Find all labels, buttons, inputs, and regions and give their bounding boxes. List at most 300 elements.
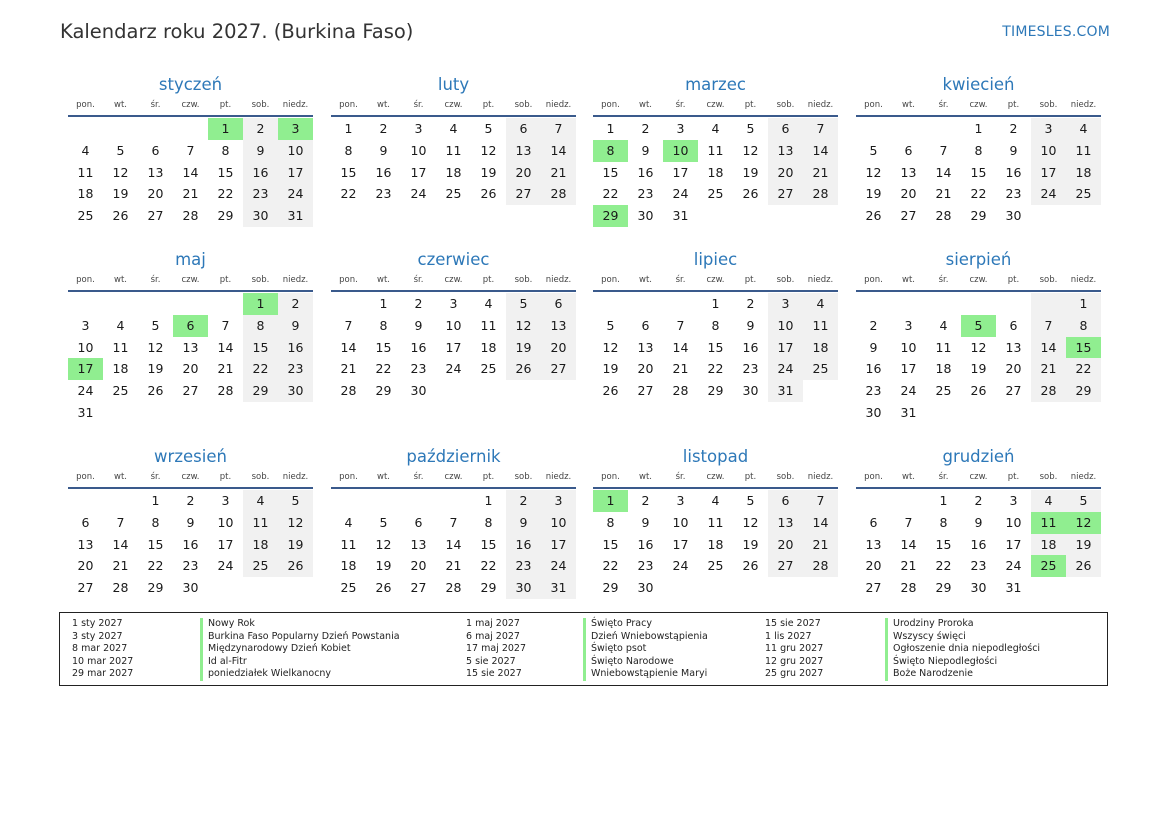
day-cell: 7 — [803, 118, 838, 140]
day-cell: 6 — [151, 142, 160, 158]
weekday-header — [331, 272, 576, 290]
day-cell: 5 — [484, 121, 493, 136]
holiday-date: 15 sie 2027 — [765, 618, 821, 629]
day-cell: 5 — [746, 121, 755, 136]
day-cell: 13 — [410, 536, 427, 552]
day-cell: 3 — [904, 317, 913, 333]
month-block — [593, 446, 838, 599]
empty-day-cell — [541, 380, 576, 402]
week-row — [68, 490, 313, 512]
day-cell: 29 — [593, 205, 628, 227]
empty-day-cell — [593, 293, 628, 315]
week-row — [856, 162, 1101, 184]
day-cell: 15 — [375, 339, 392, 355]
week-row — [68, 183, 313, 205]
day-cell: 25 — [340, 580, 357, 596]
weekday-label: czw. — [706, 275, 725, 285]
day-cell: 26 — [742, 186, 759, 202]
empty-day-cell — [208, 402, 243, 424]
day-cell: 21 — [445, 558, 462, 574]
week-row — [856, 512, 1101, 534]
day-cell: 30 — [637, 208, 654, 224]
empty-day-cell — [436, 380, 471, 402]
week-row — [856, 380, 1101, 402]
day-cell: 24 — [1031, 183, 1066, 205]
day-cell: 30 — [970, 580, 987, 596]
weekday-label: niedz. — [1070, 472, 1097, 482]
month-block — [856, 74, 1101, 227]
day-cell: 5 — [606, 317, 615, 333]
empty-day-cell — [891, 490, 926, 512]
month-name: czerwiec — [417, 250, 490, 269]
day-cell: 6 — [81, 514, 90, 530]
day-cell: 19 — [742, 164, 759, 180]
weekday-label: pt. — [219, 472, 232, 482]
week-row — [331, 577, 576, 599]
day-cell: 30 — [182, 580, 199, 596]
day-cell: 17 — [1005, 536, 1022, 552]
empty-day-cell — [401, 490, 436, 512]
month-block — [68, 249, 313, 424]
empty-day-cell — [243, 577, 278, 599]
day-cell: 18 — [707, 164, 724, 180]
empty-day-cell — [628, 293, 663, 315]
day-cell: 9 — [278, 315, 313, 337]
day-cell: 29 — [147, 580, 164, 596]
day-cell: 14 — [541, 140, 576, 162]
empty-day-cell — [1031, 205, 1066, 227]
header-divider — [593, 487, 838, 489]
day-cell: 1 — [484, 493, 493, 508]
week-row — [331, 140, 576, 162]
day-cell: 9 — [186, 514, 195, 530]
day-cell: 11 — [480, 317, 497, 333]
weekday-label: śr. — [150, 472, 161, 482]
weekday-label: czw. — [969, 100, 988, 110]
month-name: kwiecień — [942, 75, 1015, 94]
day-cell: 20 — [865, 558, 882, 574]
day-cell: 27 — [865, 580, 882, 596]
day-cell: 17 — [541, 534, 576, 556]
day-cell: 11 — [707, 514, 724, 530]
header-divider — [593, 115, 838, 117]
day-cell: 16 — [243, 162, 278, 184]
day-cell: 23 — [742, 361, 759, 377]
holiday-name: Święto Niepodległości — [885, 656, 1040, 669]
weekday-label: sob. — [251, 100, 270, 110]
holiday-date: 10 mar 2027 — [72, 655, 134, 667]
day-cell: 6 — [506, 118, 541, 140]
week-row — [593, 315, 838, 337]
day-cell: 14 — [340, 339, 357, 355]
day-cell: 23 — [182, 558, 199, 574]
day-cell: 15 — [707, 339, 724, 355]
day-cell: 27 — [147, 208, 164, 224]
empty-day-cell — [1066, 577, 1101, 599]
day-cell: 18 — [340, 558, 357, 574]
month-name: luty — [437, 75, 470, 94]
week-row — [856, 577, 1101, 599]
holiday-name: Boże Narodzenie — [885, 668, 1040, 681]
day-cell: 28 — [935, 208, 952, 224]
day-cell: 26 — [1066, 555, 1101, 577]
day-cell: 28 — [445, 580, 462, 596]
month-name: wrzesień — [154, 447, 227, 466]
day-cell: 21 — [112, 558, 129, 574]
week-row — [68, 380, 313, 402]
weekday-label: czw. — [969, 472, 988, 482]
week-row — [331, 118, 576, 140]
day-cell: 11 — [112, 339, 129, 355]
empty-day-cell — [243, 402, 278, 424]
week-row — [593, 183, 838, 205]
day-cell: 14 — [1031, 337, 1066, 359]
day-cell: 4 — [243, 490, 278, 512]
weekday-label: pt. — [1007, 472, 1020, 482]
day-cell: 8 — [939, 514, 948, 530]
weekday-label: sob. — [251, 472, 270, 482]
weekday-label: czw. — [181, 100, 200, 110]
day-cell: 2 — [641, 493, 650, 508]
day-cell: 9 — [974, 514, 983, 530]
day-cell: 11 — [445, 142, 462, 158]
day-cell: 16 — [506, 534, 541, 556]
weekday-label: sob. — [1039, 100, 1058, 110]
week-row — [331, 358, 576, 380]
empty-day-cell — [103, 293, 138, 315]
holiday-name: Ogłoszenie dnia niepodległości — [885, 643, 1040, 656]
day-cell: 10 — [217, 514, 234, 530]
day-cell: 23 — [506, 555, 541, 577]
weekday-label: sob. — [514, 472, 533, 482]
day-cell: 11 — [707, 142, 724, 158]
day-cell: 16 — [970, 536, 987, 552]
day-cell: 13 — [77, 536, 94, 552]
day-cell: 10 — [410, 142, 427, 158]
week-row — [856, 337, 1101, 359]
day-cell: 22 — [1066, 358, 1101, 380]
empty-day-cell — [173, 402, 208, 424]
day-cell: 22 — [147, 558, 164, 574]
day-cell: 7 — [1031, 315, 1066, 337]
day-cell: 12 — [480, 142, 497, 158]
empty-day-cell — [1031, 577, 1066, 599]
holiday-date: 25 gru 2027 — [765, 668, 824, 680]
day-cell: 27 — [637, 383, 654, 399]
day-cell: 17 — [217, 536, 234, 552]
week-row — [331, 555, 576, 577]
day-cell: 30 — [410, 383, 427, 399]
day-cell: 1 — [151, 493, 160, 508]
day-cell: 17 — [768, 337, 803, 359]
day-cell: 15 — [1066, 337, 1101, 359]
day-cell: 12 — [602, 339, 619, 355]
weekday-label: pt. — [1007, 100, 1020, 110]
empty-day-cell — [1031, 293, 1066, 315]
day-cell: 25 — [112, 383, 129, 399]
weekday-label: pon. — [601, 275, 620, 285]
weekday-label: pt. — [482, 472, 495, 482]
day-cell: 7 — [221, 317, 230, 333]
weekday-label: pon. — [76, 275, 95, 285]
empty-day-cell — [173, 293, 208, 315]
week-row — [331, 512, 576, 534]
empty-day-cell — [856, 118, 891, 140]
empty-day-cell — [926, 293, 961, 315]
month-block — [856, 249, 1101, 424]
month-name: marzec — [685, 75, 746, 94]
week-row — [593, 490, 838, 512]
day-cell: 13 — [865, 536, 882, 552]
weekday-label: sob. — [514, 100, 533, 110]
day-cell: 4 — [711, 493, 720, 508]
day-cell: 24 — [1005, 558, 1022, 574]
day-cell: 5 — [1066, 490, 1101, 512]
empty-day-cell — [278, 577, 313, 599]
weekday-label: pt. — [482, 100, 495, 110]
day-cell: 3 — [1031, 118, 1066, 140]
week-row — [331, 183, 576, 205]
day-cell: 7 — [116, 514, 125, 530]
day-cell: 1 — [1066, 293, 1101, 315]
day-cell: 4 — [1031, 490, 1066, 512]
day-cell: 12 — [278, 512, 313, 534]
holiday-name: Dzień Wniebowstąpienia — [583, 631, 708, 644]
day-cell: 18 — [243, 534, 278, 556]
day-cell: 20 — [768, 534, 803, 556]
month-name: październik — [406, 447, 501, 466]
day-cell: 15 — [970, 164, 987, 180]
day-cell: 10 — [663, 140, 698, 162]
day-cell: 2 — [243, 118, 278, 140]
weekday-label: wt. — [639, 472, 652, 482]
day-cell: 22 — [217, 186, 234, 202]
day-cell: 28 — [182, 208, 199, 224]
day-cell: 18 — [112, 361, 129, 377]
day-cell: 6 — [541, 293, 576, 315]
day-cell: 7 — [904, 514, 913, 530]
weekday-label: pt. — [482, 275, 495, 285]
day-cell: 31 — [672, 208, 689, 224]
day-cell: 10 — [768, 315, 803, 337]
day-cell: 23 — [1005, 186, 1022, 202]
day-cell: 28 — [803, 555, 838, 577]
empty-day-cell — [1066, 205, 1101, 227]
header-divider — [856, 115, 1101, 117]
day-cell: 1 — [344, 121, 353, 136]
empty-day-cell — [733, 205, 768, 227]
holiday-name: Burkina Faso Popularny Dzień Powstania — [200, 631, 400, 644]
day-cell: 19 — [147, 361, 164, 377]
weekday-label: czw. — [706, 100, 725, 110]
day-cell: 4 — [803, 293, 838, 315]
day-cell: 2 — [869, 317, 878, 333]
day-cell: 26 — [278, 555, 313, 577]
day-cell: 26 — [970, 383, 987, 399]
day-cell: 16 — [742, 339, 759, 355]
day-cell: 22 — [935, 558, 952, 574]
weekday-label: śr. — [150, 100, 161, 110]
day-cell: 4 — [711, 121, 720, 136]
day-cell: 3 — [1009, 493, 1018, 508]
week-row — [593, 140, 838, 162]
day-cell: 11 — [1031, 512, 1066, 534]
weekday-label: sob. — [1039, 275, 1058, 285]
weekday-label: wt. — [902, 100, 915, 110]
holiday-name: Nowy Rok — [200, 618, 400, 631]
day-cell: 19 — [1066, 534, 1101, 556]
day-cell: 6 — [768, 118, 803, 140]
weekday-label: niedz. — [282, 100, 309, 110]
day-cell: 19 — [602, 361, 619, 377]
weekday-label: wt. — [114, 472, 127, 482]
empty-day-cell — [331, 293, 366, 315]
day-cell: 13 — [182, 339, 199, 355]
day-cell: 3 — [414, 121, 423, 136]
weekday-label: śr. — [413, 472, 424, 482]
day-cell: 2 — [641, 121, 650, 136]
day-cell: 21 — [803, 534, 838, 556]
week-row — [856, 205, 1101, 227]
day-cell: 9 — [414, 317, 423, 333]
empty-day-cell — [103, 490, 138, 512]
weekday-label: czw. — [706, 472, 725, 482]
day-cell: 24 — [900, 383, 917, 399]
weekday-label: wt. — [639, 275, 652, 285]
week-row — [856, 293, 1101, 315]
day-cell: 4 — [1066, 118, 1101, 140]
day-cell: 7 — [541, 118, 576, 140]
day-cell: 19 — [375, 558, 392, 574]
day-cell: 3 — [81, 317, 90, 333]
empty-day-cell — [926, 402, 961, 424]
day-cell: 1 — [208, 118, 243, 140]
week-row — [68, 337, 313, 359]
day-cell: 19 — [865, 186, 882, 202]
weekday-label: pt. — [219, 100, 232, 110]
week-row — [68, 555, 313, 577]
day-cell: 11 — [77, 164, 94, 180]
day-cell: 5 — [116, 142, 125, 158]
empty-day-cell — [733, 577, 768, 599]
weekday-label: pon. — [864, 275, 883, 285]
day-cell: 14 — [803, 512, 838, 534]
day-cell: 21 — [672, 361, 689, 377]
header-divider — [331, 115, 576, 117]
empty-day-cell — [891, 293, 926, 315]
header-divider — [856, 487, 1101, 489]
day-cell: 6 — [173, 315, 208, 337]
day-cell: 28 — [340, 383, 357, 399]
empty-day-cell — [891, 118, 926, 140]
day-cell: 22 — [707, 361, 724, 377]
week-row — [68, 358, 313, 380]
empty-day-cell — [803, 205, 838, 227]
day-cell: 12 — [1066, 512, 1101, 534]
day-cell: 12 — [742, 142, 759, 158]
weekday-label: pon. — [864, 100, 883, 110]
weekday-header — [856, 469, 1101, 487]
day-cell: 9 — [641, 514, 650, 530]
holiday-date: 12 gru 2027 — [765, 655, 824, 667]
day-cell: 31 — [77, 404, 94, 420]
day-cell: 29 — [970, 208, 987, 224]
day-cell: 17 — [1031, 162, 1066, 184]
weekday-label: pon. — [76, 100, 95, 110]
day-cell: 19 — [112, 186, 129, 202]
weekday-header — [331, 469, 576, 487]
holiday-date: 1 lis 2027 — [765, 630, 812, 642]
day-cell: 10 — [1031, 140, 1066, 162]
day-cell: 4 — [939, 317, 948, 333]
empty-day-cell — [173, 118, 208, 140]
weekday-label: sob. — [251, 275, 270, 285]
weekday-label: sob. — [1039, 472, 1058, 482]
day-cell: 5 — [961, 315, 996, 337]
day-cell: 18 — [1031, 534, 1066, 556]
day-cell: 24 — [541, 555, 576, 577]
day-cell: 26 — [506, 358, 541, 380]
day-cell: 16 — [1005, 164, 1022, 180]
day-cell: 1 — [939, 493, 948, 508]
page-title: Kalendarz roku 2027. (Burkina Faso) — [60, 20, 414, 43]
day-cell: 23 — [865, 383, 882, 399]
day-cell: 15 — [243, 337, 278, 359]
day-cell: 30 — [506, 577, 541, 599]
day-cell: 7 — [344, 317, 353, 333]
day-cell: 31 — [1005, 580, 1022, 596]
day-cell: 10 — [445, 317, 462, 333]
day-cell: 10 — [278, 140, 313, 162]
brand-link[interactable]: TIMESLES.COM — [1002, 24, 1110, 40]
week-row — [68, 293, 313, 315]
holiday-name: Międzynarodowy Dzień Kobiet — [200, 643, 400, 656]
day-cell: 10 — [77, 339, 94, 355]
empty-day-cell — [68, 490, 103, 512]
day-cell: 1 — [974, 121, 983, 136]
day-cell: 26 — [602, 383, 619, 399]
empty-day-cell — [103, 118, 138, 140]
day-cell: 10 — [1005, 514, 1022, 530]
day-cell: 31 — [541, 577, 576, 599]
day-cell: 11 — [803, 315, 838, 337]
day-cell: 27 — [541, 358, 576, 380]
day-cell: 25 — [707, 186, 724, 202]
day-cell: 17 — [900, 361, 917, 377]
day-cell: 12 — [865, 164, 882, 180]
holiday-list — [59, 612, 1108, 686]
weekday-label: wt. — [377, 100, 390, 110]
day-cell: 25 — [1066, 183, 1101, 205]
day-cell: 30 — [865, 404, 882, 420]
empty-day-cell — [471, 380, 506, 402]
day-cell: 3 — [449, 296, 458, 311]
day-cell: 2 — [974, 493, 983, 508]
weekday-label: śr. — [938, 100, 949, 110]
week-row — [593, 293, 838, 315]
month-name: lipiec — [693, 250, 738, 269]
week-row — [331, 490, 576, 512]
day-cell: 14 — [672, 339, 689, 355]
day-cell: 5 — [278, 490, 313, 512]
holiday-date: 8 mar 2027 — [72, 643, 128, 655]
day-cell: 28 — [112, 580, 129, 596]
weekday-label: wt. — [114, 100, 127, 110]
day-cell: 3 — [676, 493, 685, 508]
day-cell: 1 — [379, 296, 388, 311]
day-cell: 17 — [68, 358, 103, 380]
day-cell: 6 — [869, 514, 878, 530]
